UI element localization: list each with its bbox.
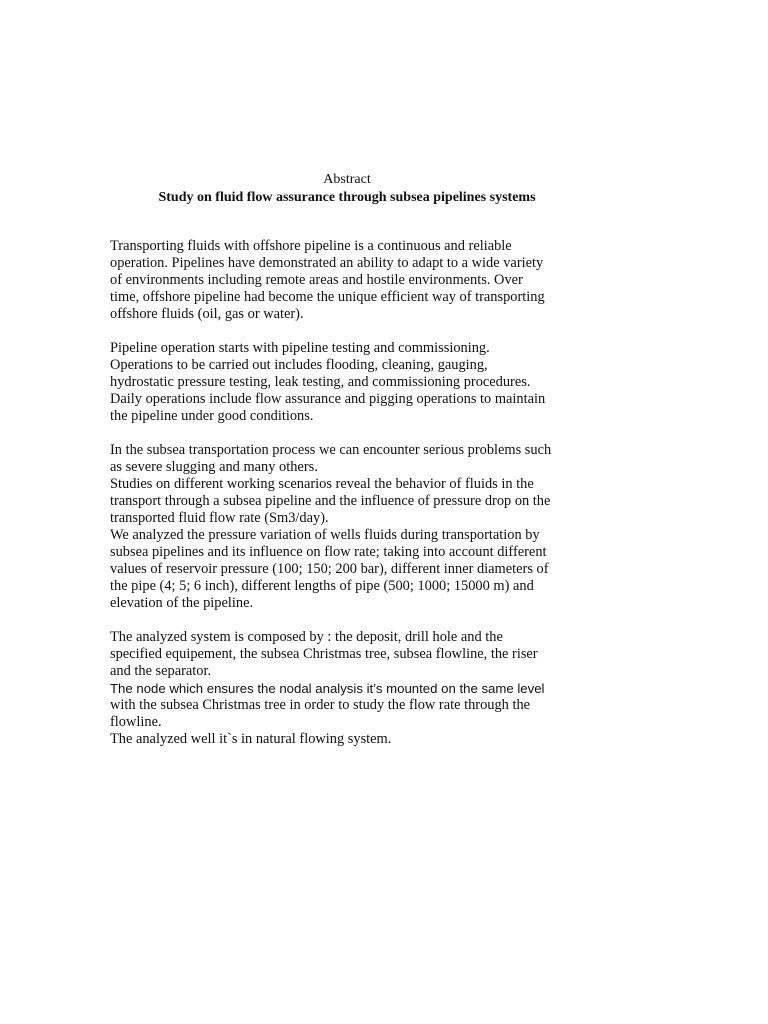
document-title: Study on fluid flow assurance through subsea pipelines systems xyxy=(158,190,536,205)
text-line: Transporting fluids with offshore pipeline is a continuous and reliable xyxy=(110,238,512,254)
text-line: The analyzed well it`s in natural flowing system. xyxy=(110,731,392,747)
text-line: Pipeline operation starts with pipeline testing and commissioning. xyxy=(110,340,490,356)
text-line: offshore fluids (oil, gas or water). xyxy=(110,306,304,322)
text-line: subsea pipelines and its influence on flow rate; taking into account different xyxy=(110,544,547,560)
abstract-body xyxy=(110,238,600,765)
text-line: values of reservoir pressure (100; 150; 200 bar), different inner diameters of xyxy=(110,561,549,577)
paragraph-4 xyxy=(110,629,600,748)
text-line: hydrostatic pressure testing, leak testing, and commissioning procedures. xyxy=(110,374,531,390)
text-line: Operations to be carried out includes flooding, cleaning, gauging, xyxy=(110,357,488,373)
text-line: Studies on different working scenarios reveal the behavior of fluids in the xyxy=(110,476,534,492)
text-line: the pipe (4; 5; 6 inch), different lengths of pipe (500; 1000; 15000 m) and xyxy=(110,578,534,594)
text-line: The node which ensures the nodal analysis it’s mounted on the same level xyxy=(110,681,545,696)
text-line: The analyzed system is composed by : the deposit, drill hole and the xyxy=(110,629,503,645)
text-line: In the subsea transportation process we can encounter serious problems such xyxy=(110,442,552,458)
text-line: We analyzed the pressure variation of wells fluids during transportation by xyxy=(110,527,540,543)
abstract-heading: Abstract xyxy=(323,172,371,187)
text-line: time, offshore pipeline had become the unique efficient way of transporting xyxy=(110,289,545,305)
text-line: and the separator. xyxy=(110,663,212,679)
paragraph-2 xyxy=(110,340,600,425)
paragraph-3 xyxy=(110,442,600,612)
text-line: the pipeline under good conditions. xyxy=(110,408,314,424)
text-line: specified equipement, the subsea Christmas tree, subsea flowline, the riser xyxy=(110,646,538,662)
paragraph-1 xyxy=(110,238,600,323)
text-line: with the subsea Christmas tree in order to study the flow rate through the xyxy=(110,697,531,713)
text-line: as severe slugging and many others. xyxy=(110,459,318,475)
text-line: elevation of the pipeline. xyxy=(110,595,254,611)
text-line: flowline. xyxy=(110,714,162,730)
text-line: transport through a subsea pipeline and the influence of pressure drop on the xyxy=(110,493,551,509)
text-line: Daily operations include flow assurance and pigging operations to maintain xyxy=(110,391,546,407)
text-line: operation. Pipelines have demonstrated an ability to adapt to a wide variety xyxy=(110,255,544,271)
text-line: transported fluid flow rate (Sm3/day). xyxy=(110,510,329,526)
text-line: of environments including remote areas and hostile environments. Over xyxy=(110,272,523,288)
